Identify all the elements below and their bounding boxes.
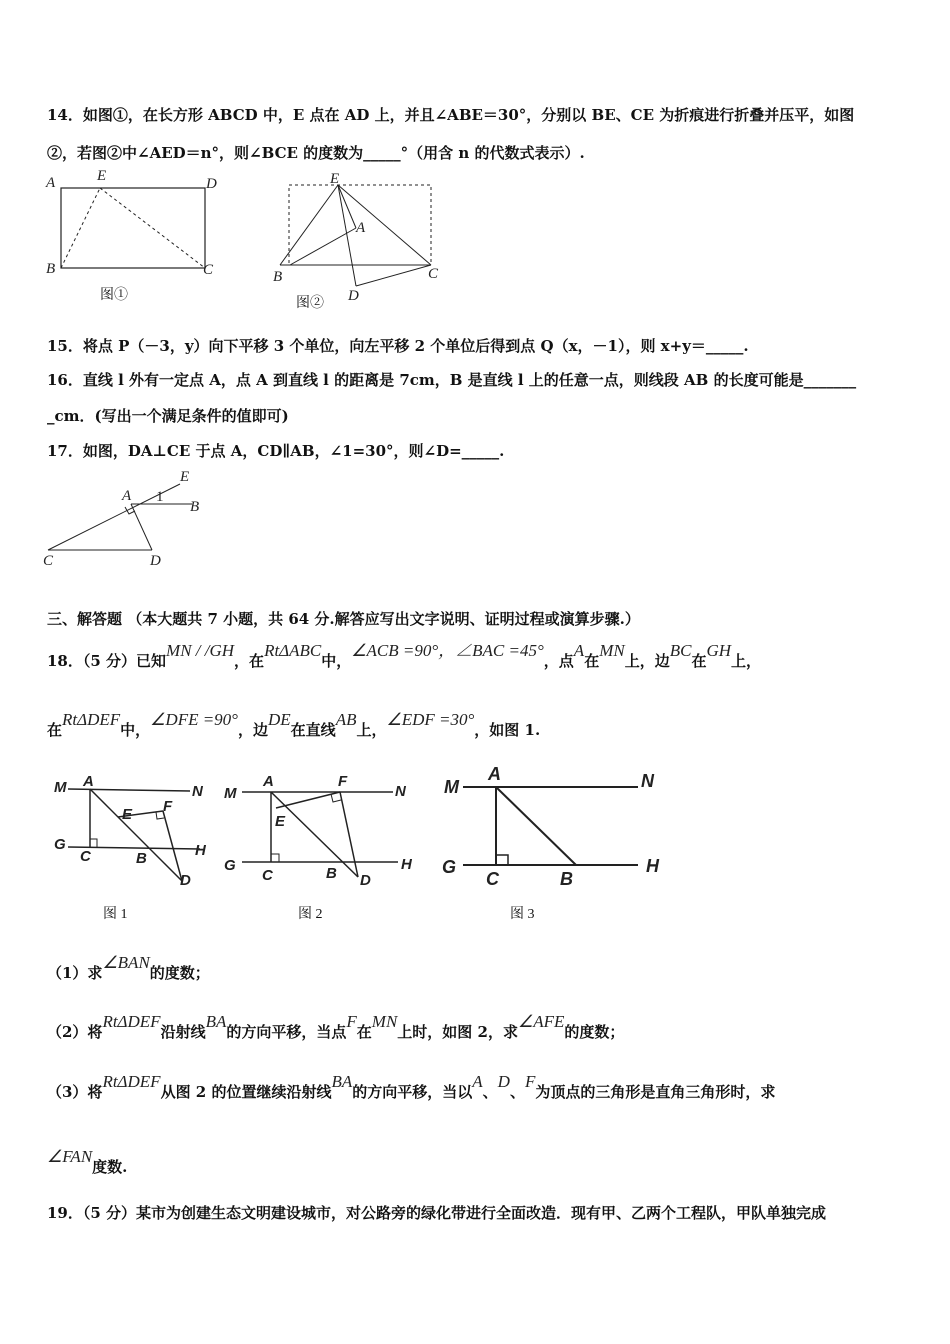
q18f3-label-b: B bbox=[560, 869, 573, 889]
q18f2-label-c: C bbox=[262, 867, 273, 884]
q15-text: 15．将点 P（－3，y）向下平移 3 个单位，向左平移 2 个单位后得到点 Q（x，－1），则 x+y＝_____. bbox=[47, 337, 749, 355]
q18-part2: （2）将RtΔDEF沿射线BA的方向平移，当点F在MN上时，如图 2，求∠AFE的度数； bbox=[47, 1012, 625, 1041]
q18f1-label-d: D bbox=[180, 872, 191, 889]
q18f2-label-b: B bbox=[326, 865, 337, 882]
q18f2-label-f: F bbox=[338, 773, 348, 790]
q18f3-label-g: G bbox=[442, 857, 457, 877]
section-3-heading: 三、解答题 （本大题共 7 小题，共 64 分.解答应写出文字说明、证明过程或演算步骤.） bbox=[47, 610, 640, 628]
fig1-label-e: E bbox=[97, 168, 107, 184]
q17-label-d: D bbox=[150, 553, 161, 569]
fig1-label-d: D bbox=[206, 176, 217, 192]
q18f3-label-a: A bbox=[488, 765, 501, 784]
q18f1-label-c: C bbox=[80, 848, 91, 865]
fig1-caption: 图① bbox=[100, 288, 128, 303]
q14-figure-1 bbox=[40, 168, 230, 278]
q17-label-a: A bbox=[122, 488, 132, 504]
q18f1-label-b: B bbox=[136, 850, 147, 867]
q18f2-label-h: H bbox=[401, 856, 412, 873]
q14-figure-2 bbox=[268, 168, 458, 303]
q17-label-b: B bbox=[190, 499, 200, 515]
fig2-label-b: B bbox=[273, 269, 283, 285]
q18f3-label-h: H bbox=[646, 856, 659, 876]
q17-figure bbox=[40, 462, 220, 572]
q18f1-label-m: M bbox=[54, 779, 67, 796]
q18f3-label-n: N bbox=[641, 771, 654, 791]
q18-line1: 18．（5 分）已知MN / /GH，在RtΔABC中，∠ACB =90°，∠BAC =45°，点A在MN上，边BC在GH上， bbox=[47, 641, 762, 670]
q18f1-label-n: N bbox=[192, 783, 203, 800]
fig2-label-e: E bbox=[330, 171, 340, 187]
q18f2-label-e: E bbox=[275, 813, 286, 830]
fig1-label-c: C bbox=[203, 262, 214, 278]
q18f2-label-d: D bbox=[360, 872, 371, 889]
q16-line2: _cm．(写出一个满足条件的值即可) bbox=[47, 407, 289, 425]
q17-label-1: 1 bbox=[156, 489, 164, 505]
q18f3-label-c: C bbox=[486, 869, 499, 889]
fig2-label-d: D bbox=[348, 288, 359, 303]
fig1-label-a: A bbox=[46, 175, 56, 191]
q18-figure-3 bbox=[438, 765, 673, 890]
q19-text: 19．（5 分）某市为创建生态文明建设城市，对公路旁的绿化带进行全面改造．现有甲、乙两个工程队，甲队单独完成 bbox=[47, 1204, 827, 1222]
q18-figure-1 bbox=[50, 775, 220, 890]
q18f1-label-f: F bbox=[163, 798, 173, 815]
q18-fig3-caption: 图 3 bbox=[510, 907, 535, 922]
fig2-label-a: A bbox=[356, 220, 366, 236]
q18-part3: （3）将RtΔDEF从图 2 的位置继续沿射线BA的方向平移，当以A、D、F为顶点的三角形是直角三角形时，求 bbox=[47, 1072, 776, 1101]
q18f3-label-m: M bbox=[444, 777, 459, 797]
q18f1-label-e: E bbox=[122, 806, 133, 823]
q18-line2: 在RtΔDEF中，∠DFE =90°，边DE在直线AB上，∠EDF =30°，如图 1. bbox=[47, 710, 541, 739]
q18-figure-2 bbox=[218, 772, 418, 892]
q14-line2: ②，若图②中∠AED＝n°，则∠BCE 的度数为_____°（用含 n 的代数式表示）. bbox=[47, 144, 585, 162]
fig2-caption: 图② bbox=[296, 296, 324, 311]
q14-line1: 14．如图①，在长方形 ABCD 中，E 点在 AD 上，并且∠ABE＝30°，分别以 BE、CE 为折痕进行折叠并压平，如图 bbox=[47, 106, 855, 124]
q18-fig1-caption: 图 1 bbox=[103, 907, 128, 922]
q16-line1: 16．直线 l 外有一定点 A，点 A 到直线 l 的距离是 7cm，B 是直线 l 上的任意一点，则线段 AB 的长度可能是_______ bbox=[47, 371, 857, 389]
q17-text: 17．如图，DA⊥CE 于点 A，CD∥AB，∠1=30°，则∠D=_____. bbox=[47, 442, 505, 460]
q18f2-label-a: A bbox=[263, 773, 274, 790]
q17-label-c: C bbox=[43, 553, 54, 569]
q18f2-label-m: M bbox=[224, 785, 237, 802]
q18-part1: （1）求∠BAN的度数； bbox=[47, 953, 210, 982]
q18f2-label-n: N bbox=[395, 783, 406, 800]
q18f1-label-g: G bbox=[54, 836, 66, 853]
q18f2-label-g: G bbox=[224, 857, 236, 874]
q18f1-label-h: H bbox=[195, 842, 206, 859]
q17-label-e: E bbox=[180, 469, 190, 485]
fig2-label-c: C bbox=[428, 266, 439, 282]
q18f1-label-a: A bbox=[83, 775, 94, 790]
q18-part3-cont: ∠FAN度数. bbox=[47, 1147, 128, 1176]
q18-fig2-caption: 图 2 bbox=[298, 907, 323, 922]
fig1-label-b: B bbox=[46, 261, 56, 277]
